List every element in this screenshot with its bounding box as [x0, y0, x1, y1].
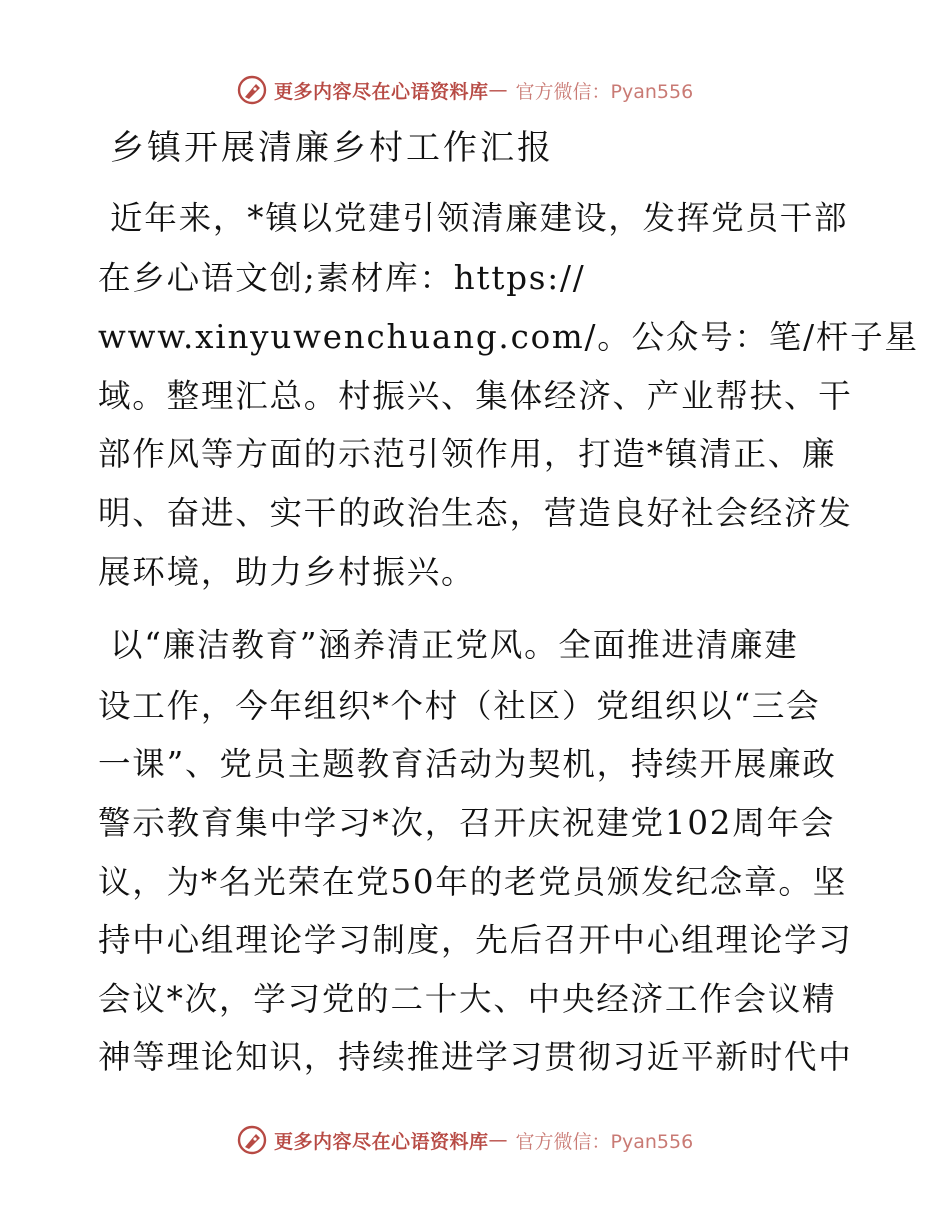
pen-nib-logo-icon — [236, 1124, 268, 1156]
header-banner-separator: — — [488, 79, 508, 101]
paragraph2-line: 以“廉洁教育”涵养清正党风。全面推进清廉建 — [110, 626, 799, 664]
paragraph1-line: 在乡心语文创;素材库：https:// — [98, 259, 586, 297]
pen-nib-logo-icon — [236, 74, 268, 106]
paragraph2-line: 警示教育集中学习*次，召开庆祝建党102周年会 — [98, 804, 836, 842]
paragraph2-line: 会议*次，学习党的二十大、中央经济工作会议精 — [98, 980, 837, 1018]
footer-banner — [236, 1123, 693, 1157]
paragraph1-line: 展环境，助力乡村振兴。 — [98, 553, 476, 591]
paragraph1-line: 近年来，*镇以党建引领清廉建设，发挥党员干部 — [110, 199, 849, 237]
footer-banner-separator: — — [488, 1129, 508, 1151]
document-title: 乡镇开展清廉乡村工作汇报 — [110, 128, 554, 168]
paragraph1-line: 部作风等方面的示范引领作用，打造*镇清正、廉 — [98, 435, 837, 473]
paragraph2-line: 一课”、党员主题教育活动为契机，持续开展廉政 — [98, 745, 837, 783]
header-banner-text: 更多内容尽在心语资料库 — [274, 80, 489, 103]
paragraph2-line: 议，为*名光荣在党50年的老党员颁发纪念章。坚 — [98, 863, 848, 901]
paragraph2-line: 持中心组理论学习制度，先后召开中心组理论学习 — [98, 921, 853, 959]
footer-banner-wechat: 官方微信：Pyan556 — [515, 1130, 694, 1153]
footer-banner-text: 更多内容尽在心语资料库 — [274, 1130, 489, 1153]
paragraph1-line: 域。整理汇总。村振兴、集体经济、产业帮扶、干 — [98, 377, 853, 415]
paragraph1-line: www.xinyuwenchuang.com/。公众号：笔/杆子星 — [98, 318, 919, 356]
paragraph1-line: 明、奋进、实干的政治生态，营造良好社会经济发 — [98, 494, 853, 532]
header-banner — [236, 73, 693, 107]
header-banner-wechat: 官方微信：Pyan556 — [515, 80, 694, 103]
paragraph2-line: 神等理论知识，持续推进学习贯彻习近平新时代中 — [98, 1038, 853, 1076]
paragraph2-line: 设工作，今年组织*个村（社区）党组织以“三会 — [98, 687, 821, 725]
